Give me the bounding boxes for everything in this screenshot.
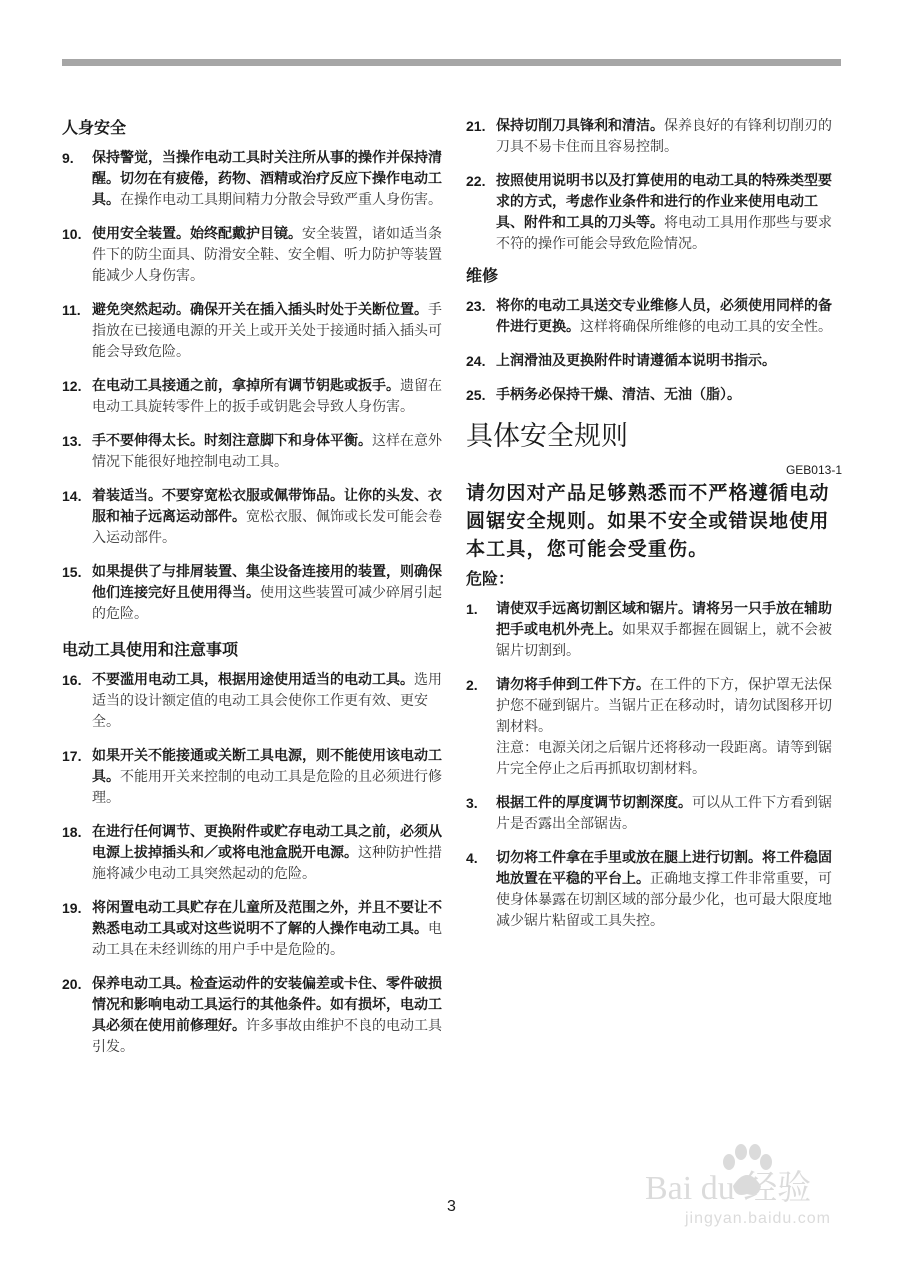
specific-safety-rules-heading: 具体安全规则 — [466, 421, 628, 452]
item-text: 正确地支撑工件非常重要，可使身体暴露在切割区域的部分最少化，也可最大限度地减少锯片粘留或工具失控。 — [496, 871, 832, 929]
page-number: 3 — [447, 1198, 456, 1215]
item-number: 14. — [62, 488, 82, 504]
item-bold-text: 保养电动工具。检查运动件的安装偏差或卡住、零件破损情况和影响电动工具运行的其他条件。如有损坏，电动工具必须在使用前修理好。 — [92, 976, 442, 1034]
item-number: 25. — [466, 387, 486, 403]
warning-text: 请勿因对产品足够熟悉而不严格遵循电动圆锯安全规则。如果不安全或错误地使用本工具，您可能会受重伤。 — [466, 482, 830, 560]
item-number: 11. — [62, 302, 81, 318]
list-item — [466, 675, 842, 780]
item-number: 12. — [62, 378, 82, 394]
item-text: 选用适当的设计额定值的电动工具会使你工作更有效、更安全。 — [92, 672, 442, 730]
item-number: 19. — [62, 900, 82, 916]
item-text: 使用这些装置可减少碎屑引起的危险。 — [92, 585, 442, 622]
item-number: 21. — [466, 118, 486, 134]
item-number: 10. — [62, 226, 82, 242]
list-item — [62, 300, 446, 363]
item-number: 3. — [466, 795, 478, 811]
item-text: 将电动工具用作那些与要求不符的操作可能会导致危险情况。 — [496, 215, 832, 252]
item-number: 2. — [466, 677, 478, 693]
item-text: 遗留在电动工具旋转零件上的扳手或钥匙会导致人身伤害。 — [92, 378, 442, 415]
list-item — [62, 376, 446, 418]
baidu-watermark — [645, 1140, 890, 1260]
item-number: 9. — [62, 150, 74, 166]
item-text: 手指放在已接通电源的开关上或开关处于接通时插入插头可能会导致危险。 — [92, 302, 442, 360]
item-note: 注意：电源关闭之后锯片还将移动一段距离。请等到锯片完全停止之后再抓取切割材料。 — [496, 740, 832, 777]
item-bold-text: 在电动工具接通之前，拿掉所有调节钥匙或扳手。 — [92, 378, 400, 394]
list-item — [62, 148, 446, 211]
item-text: 电动工具在未经训练的用户手中是危险的。 — [92, 921, 442, 958]
item-number: 24. — [466, 353, 486, 369]
item-text: 安全装置，诸如适当条件下的防尘面具、防滑安全鞋、安全帽、听力防护等装置能减少人身伤害。 — [92, 226, 442, 284]
item-bold-text: 保持切削刀具锋利和清洁。 — [496, 118, 664, 134]
list-item — [62, 898, 446, 961]
item-text: 如果双手都握在圆锯上，就不会被锯片切割到。 — [496, 622, 832, 659]
left-column — [62, 116, 446, 1071]
list-item — [62, 974, 446, 1058]
top-rule — [62, 59, 841, 66]
item-number: 20. — [62, 976, 82, 992]
item-number: 17. — [62, 748, 82, 764]
item-number: 1. — [466, 601, 478, 617]
section-heading-personal-safety: 人身安全 — [62, 118, 127, 137]
item-bold-text: 不要滥用电动工具，根据用途使用适当的电动工具。 — [92, 672, 414, 688]
list-item — [62, 224, 446, 287]
item-bold-text: 将你的电动工具送交专业维修人员，必须使用同样的备件进行更换。 — [496, 298, 832, 335]
list-item — [62, 486, 446, 549]
list-item — [62, 562, 446, 625]
item-text: 在操作电动工具期间精力分散会导致严重人身伤害。 — [120, 192, 442, 208]
item-bold-text: 切勿将工件拿在手里或放在腿上进行切割。将工件稳固地放置在平稳的平台上。 — [496, 850, 832, 887]
list-item — [466, 351, 842, 372]
list-item — [466, 599, 842, 662]
item-bold-text: 避免突然起动。确保开关在插入插头时处于关断位置。 — [92, 302, 428, 318]
item-text: 可以从工件下方看到锯片是否露出全部锯齿。 — [496, 795, 832, 832]
item-text: 不能用开关来控制的电动工具是危险的且必须进行修理。 — [92, 769, 442, 806]
item-bold-text: 手柄务必保持干燥、清洁、无油（脂）。 — [496, 387, 741, 403]
item-bold-text: 保持警觉，当操作电动工具时关注所从事的操作并保持清醒。切勿在有疲倦，药物、酒精或治疗反应下操作电动工具。 — [92, 150, 442, 208]
list-item — [62, 746, 446, 809]
item-bold-text: 请使双手远离切割区域和锯片。请将另一只手放在辅助把手或电机外壳上。 — [496, 601, 832, 638]
item-text: 这种防护性措施将减少电动工具突然起动的危险。 — [92, 845, 442, 882]
item-bold-text: 请勿将手伸到工件下方。 — [496, 677, 650, 693]
item-bold-text: 将闲置电动工具贮存在儿童所及范围之外，并且不要让不熟悉电动工具或对这些说明不了解的人操作电动工具。 — [92, 900, 442, 937]
item-bold-text: 如果提供了与排屑装置、集尘设备连接用的装置，则确保他们连接完好且使用得当。 — [92, 564, 442, 601]
watermark-url: jingyan.baidu.com — [685, 1210, 831, 1227]
item-number: 18. — [62, 824, 82, 840]
item-number: 23. — [466, 298, 486, 314]
item-number: 4. — [466, 850, 478, 866]
list-item — [466, 385, 842, 406]
danger-label: 危险： — [466, 569, 515, 588]
item-bold-text: 如果开关不能接通或关断工具电源，则不能使用该电动工具。 — [92, 748, 442, 785]
repair-list — [466, 296, 842, 406]
list-item — [62, 670, 446, 733]
list-item — [466, 793, 842, 835]
list-item — [466, 296, 842, 338]
watermark-brand: Bai du 经验 — [645, 1170, 812, 1207]
section-heading-tool-use: 电动工具使用和注意事项 — [62, 640, 239, 659]
item-number: 22. — [466, 173, 486, 189]
danger-list — [466, 599, 842, 932]
tool-use-list — [62, 670, 446, 1058]
item-bold-text: 上润滑油及更换附件时请遵循本说明书指示。 — [496, 353, 776, 369]
tool-care-list — [466, 116, 842, 255]
list-item — [466, 116, 842, 158]
list-item — [466, 171, 842, 255]
section-heading-repair: 维修 — [466, 266, 499, 285]
item-text: 这样将确保所维修的电动工具的安全性。 — [580, 319, 832, 335]
item-bold-text: 手不要伸得太长。时刻注意脚下和身体平衡。 — [92, 433, 372, 449]
document-code: GEB013-1 — [785, 463, 842, 477]
item-text: 在工件的下方，保护罩无法保护您不碰到锯片。当锯片正在移动时，请勿试图移开切割材料。 — [496, 677, 832, 735]
item-text: 保养良好的有锋利切削刃的刀具不易卡住而且容易控制。 — [496, 118, 832, 155]
item-text: 这样在意外情况下能很好地控制电动工具。 — [92, 433, 442, 470]
list-item — [62, 431, 446, 473]
personal-safety-list — [62, 148, 446, 625]
list-item — [62, 822, 446, 885]
item-bold-text: 使用安全装置。始终配戴护目镜。 — [92, 226, 302, 242]
right-column — [466, 116, 842, 945]
item-number: 16. — [62, 672, 82, 688]
list-item — [466, 848, 842, 932]
item-text: 宽松衣服、佩饰或长发可能会卷入运动部件。 — [92, 509, 442, 546]
item-bold-text: 按照使用说明书以及打算使用的电动工具的特殊类型要求的方式，考虑作业条件和进行的作业来使用电动工具、附件和工具的刀头等。 — [496, 173, 832, 231]
item-bold-text: 着装适当。不要穿宽松衣服或佩带饰品。让你的头发、衣服和袖子远离运动部件。 — [92, 488, 442, 525]
item-bold-text: 根据工件的厚度调节切割深度。 — [496, 795, 692, 811]
item-text: 许多事故由维护不良的电动工具引发。 — [92, 1018, 442, 1055]
item-bold-text: 在进行任何调节、更换附件或贮存电动工具之前，必须从电源上拔掉插头和／或将电池盒脱开电源。 — [92, 824, 442, 861]
item-number: 15. — [62, 564, 82, 580]
item-number: 13. — [62, 433, 82, 449]
